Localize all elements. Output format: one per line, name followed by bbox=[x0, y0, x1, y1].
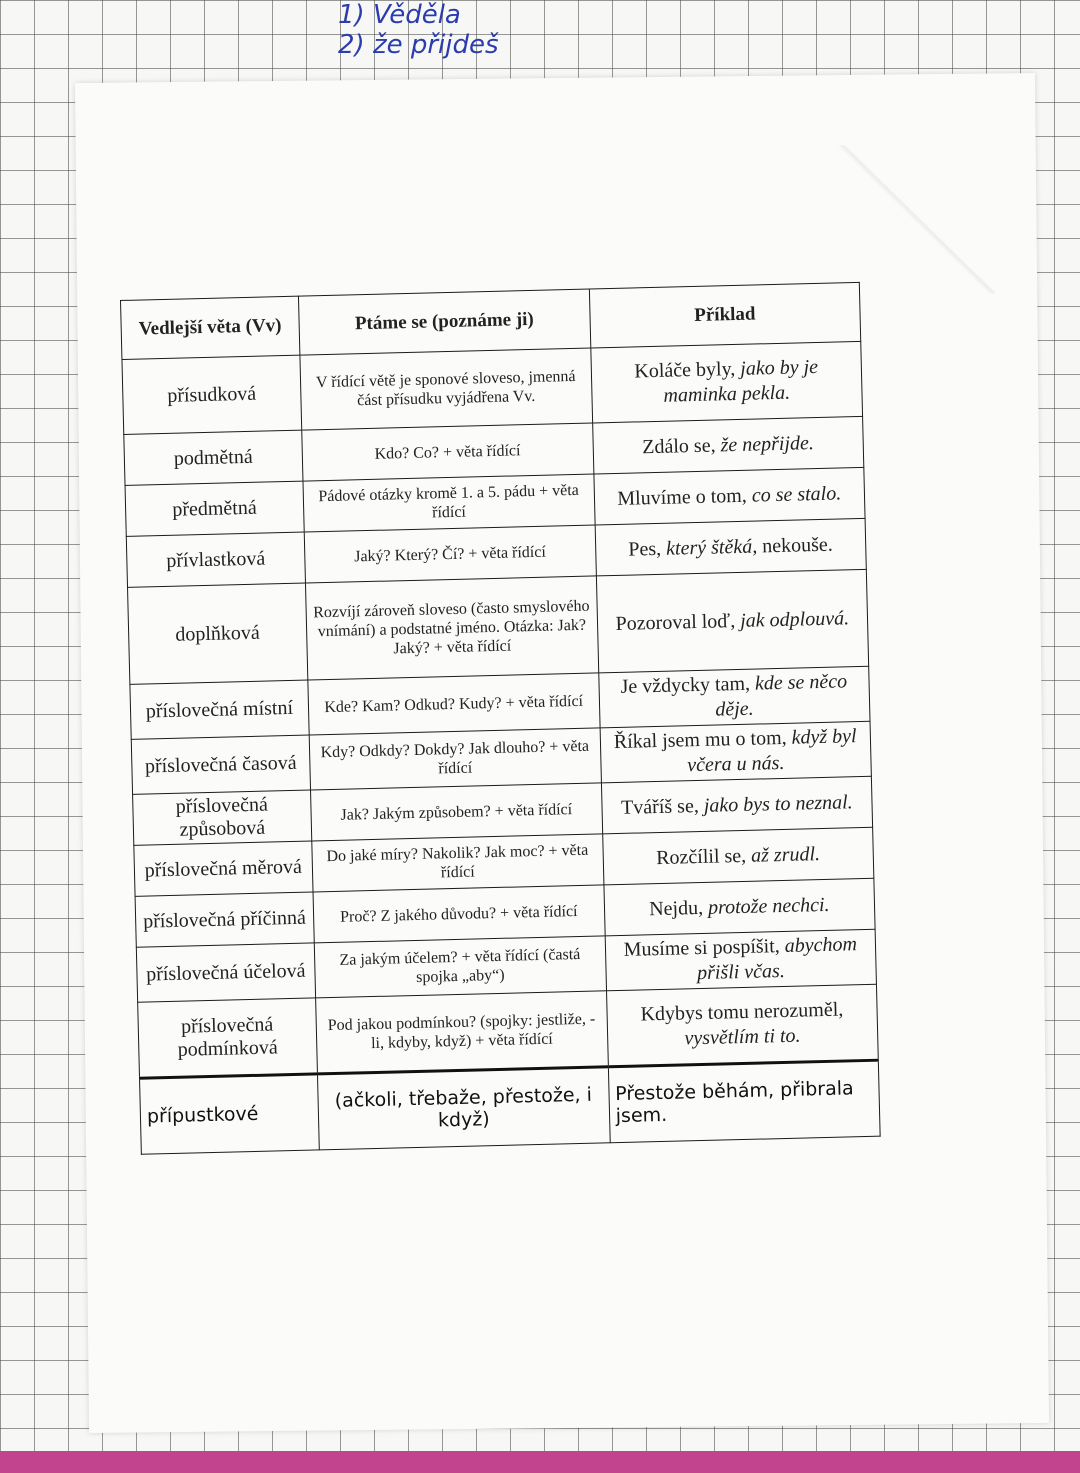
clause-type: podmětná bbox=[124, 430, 303, 485]
handwritten-clause-question: (ačkoli, třebaže, přestože, i když) bbox=[317, 1067, 610, 1150]
clause-type: příslovečná místní bbox=[130, 680, 309, 739]
clause-example bbox=[594, 467, 866, 525]
clause-type: přísudková bbox=[122, 355, 302, 434]
pink-edge-strip bbox=[0, 1451, 1080, 1473]
handwritten-note-1: 1) Věděla bbox=[338, 0, 461, 30]
clause-example bbox=[600, 721, 872, 783]
clause-question: Pádové otázky kromě 1. a 5. pádu + věta řídící bbox=[303, 474, 595, 532]
example-plain: Tváříš se, bbox=[620, 794, 700, 819]
example-italic: vysvětlím ti to. bbox=[684, 1024, 801, 1050]
clause-question: Rozvíjí zároveň sloveso (často smyslového vnímání) a podstatné jméno. Otázka: Jak? Jaký? + věta řídící bbox=[305, 576, 598, 680]
example-italic: že nepřijde. bbox=[715, 431, 815, 456]
example-italic: když byl včera u nás. bbox=[686, 725, 857, 777]
example-plain: Je vždycky tam, bbox=[620, 672, 751, 698]
clause-question: Jak? Jakým způsobem? + věta řídící bbox=[310, 783, 602, 841]
clause-type: předmětná bbox=[125, 481, 304, 536]
clause-example bbox=[602, 827, 874, 885]
example-italic: kde se něco děje. bbox=[715, 670, 848, 721]
clause-type: příslovečná účelová bbox=[136, 943, 315, 1002]
clause-example bbox=[596, 569, 869, 673]
table-row bbox=[128, 569, 869, 684]
clause-example bbox=[606, 984, 878, 1067]
example-italic: který štěká, bbox=[660, 534, 763, 560]
example-plain: Nejdu, bbox=[648, 896, 704, 920]
example-plain: Musíme si pospíšit, bbox=[623, 935, 781, 961]
example-plain: Rozčílil se, bbox=[655, 844, 747, 869]
example-plain: Pozoroval loď, bbox=[615, 609, 736, 635]
example-italic: abychom přišli včas. bbox=[696, 933, 858, 985]
header-example: Příklad bbox=[589, 282, 861, 348]
example-plain: Kdybys tomu nerozuměl, bbox=[640, 998, 844, 1026]
handwritten-notes bbox=[338, 0, 658, 60]
clause-example bbox=[592, 416, 864, 474]
clause-type: doplňková bbox=[128, 583, 308, 684]
clause-type: příslovečná způsobová bbox=[133, 790, 312, 845]
clause-question: Do jaké míry? Nakolik? Jak moc? + věta řídící bbox=[312, 834, 604, 892]
clause-type: přívlastková bbox=[126, 532, 305, 587]
clause-type: příslovečná příčinná bbox=[135, 892, 314, 947]
clause-question: Jaký? Který? Čí? + věta řídící bbox=[304, 525, 596, 583]
clause-example bbox=[595, 518, 867, 576]
clause-question: Kde? Kam? Odkud? Kudy? + věta řídící bbox=[308, 673, 600, 735]
clause-example bbox=[590, 341, 862, 423]
clause-question: V řídící větě je sponové sloveso, jmenná část přísudku vyjádřena Vv. bbox=[300, 348, 593, 430]
clause-question: Kdy? Odkdy? Dokdy? Jak dlouho? + věta řídící bbox=[309, 728, 601, 790]
example-italic: protože nechci. bbox=[702, 893, 830, 919]
folded-corner bbox=[838, 143, 1000, 295]
header-clause: Vedlejší věta (Vv) bbox=[121, 296, 300, 359]
clause-question: Proč? Z jakého důvodu? + věta řídící bbox=[313, 885, 605, 943]
example-plain: Mluvíme o tom, bbox=[617, 484, 748, 510]
example-plain: Říkal jsem mu o tom, bbox=[613, 726, 787, 754]
example-italic: jak odplouvá. bbox=[734, 606, 850, 632]
clause-question: Pod jakou podmínkou? (spojky: jestliže, -li, kdyby, když) + věta řídící bbox=[315, 991, 608, 1074]
example-italic: až zrudl. bbox=[745, 842, 821, 867]
clause-type: příslovečná měrová bbox=[134, 841, 313, 896]
handwritten-note-2: 2) že přijdeš bbox=[338, 30, 499, 60]
clause-example bbox=[605, 929, 877, 991]
header-question: Ptáme se (poznáme ji) bbox=[298, 289, 590, 355]
example-plain: Koláče byly, bbox=[634, 357, 736, 383]
example-plain: Zdálo se, bbox=[641, 433, 716, 458]
example-italic: jako by je maminka pekla. bbox=[663, 355, 819, 407]
clause-example bbox=[601, 776, 873, 834]
example-tail: nekouše. bbox=[761, 533, 833, 557]
clause-table-wrapper bbox=[120, 282, 881, 1155]
example-italic: jako bys to neznal. bbox=[698, 790, 853, 817]
clause-example bbox=[598, 666, 870, 728]
clause-table bbox=[120, 282, 881, 1155]
clause-example bbox=[604, 878, 876, 936]
clause-type: příslovečná časová bbox=[131, 735, 310, 794]
handwritten-clause-example: Přestože běhám, přibrala jsem. bbox=[608, 1060, 880, 1143]
clause-question: Za jakým účelem? + věta řídící (častá spojka „aby“) bbox=[314, 936, 606, 998]
example-plain: Pes, bbox=[628, 537, 662, 561]
clause-type: příslovečná podmínková bbox=[138, 998, 318, 1078]
example-italic: co se stalo. bbox=[746, 481, 842, 507]
handwritten-clause-type: přípustkové bbox=[140, 1074, 320, 1154]
clause-question: Kdo? Co? + věta řídící bbox=[302, 423, 594, 481]
